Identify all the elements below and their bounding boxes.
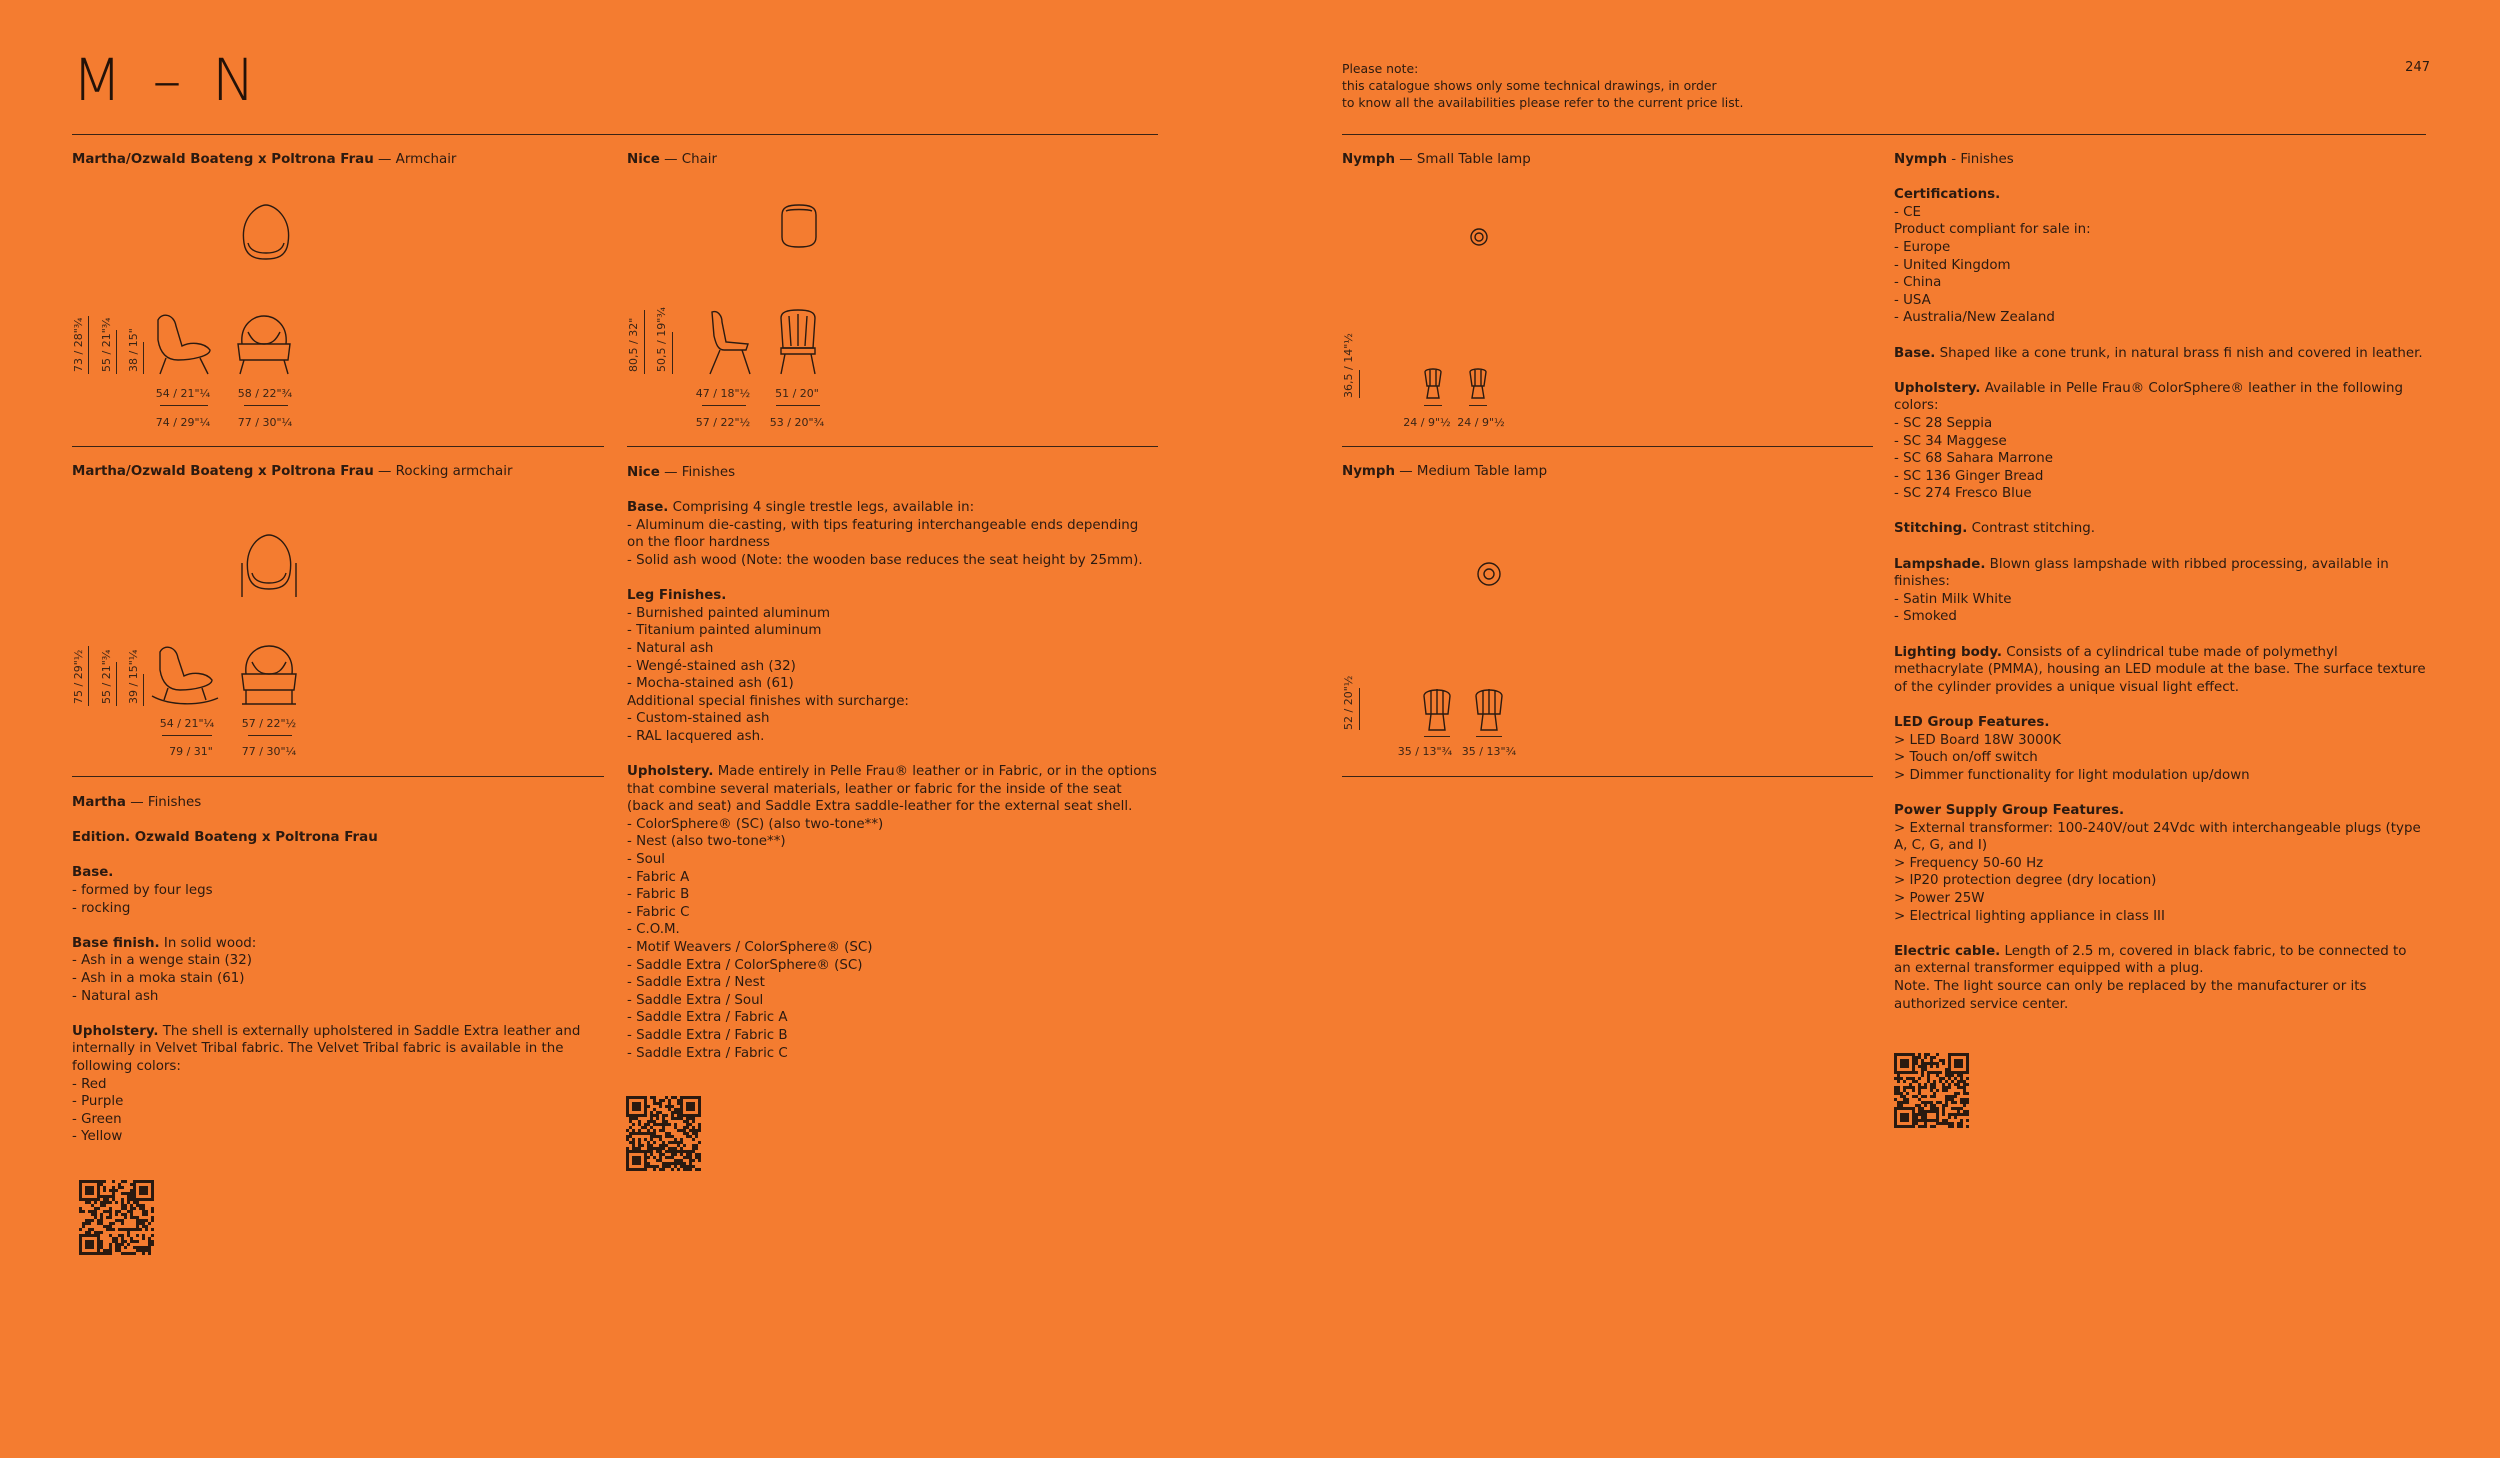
dim-line <box>776 405 820 406</box>
nice-chair-depth-total-dim: 57 / 22"½ <box>695 416 751 429</box>
nymph-medium-width-dim: 35 / 13"¾ <box>1397 745 1453 758</box>
nymph-medium-height-dim: 52 / 20"½ <box>1342 675 1355 730</box>
nymph-medium-top-view <box>1476 561 1502 587</box>
nymph-qr-code[interactable] <box>1894 1053 1969 1128</box>
martha-armchair-side-view <box>152 312 214 376</box>
leg-finishes-items: - Burnished painted aluminum - Titanium painted aluminum - Natural ash - Wengé-stained ash (32) - Mocha-stained ash (61) Additional special finishes with surcharge: - Custom-stained ash - RAL lacquered ash. <box>627 605 909 744</box>
certifications-label: Certifications. <box>1894 187 2001 203</box>
divider <box>627 446 1158 447</box>
nymph-small-height-dim: 36,5 / 14"½ <box>1342 333 1355 398</box>
martha-armchair-seat-dim: 55 / 21"¾ <box>100 317 113 372</box>
header-rule-right <box>1342 134 2426 135</box>
dim-line <box>143 342 144 374</box>
product-name: Nymph <box>1342 464 1396 479</box>
product-name: Martha/Ozwald Boateng x Poltrona Frau <box>72 464 374 479</box>
nymph-small-depth-dim: 24 / 9"½ <box>1457 416 1505 429</box>
product-type: — Medium Table lamp <box>1395 464 1548 479</box>
led-group-label: LED Group Features. <box>1894 715 2050 730</box>
martha-rocking-title <box>72 463 512 481</box>
nymph-small-side-view <box>1423 368 1443 400</box>
dim-line <box>244 405 288 406</box>
martha-rocking-top-view <box>238 533 300 599</box>
dim-line <box>88 646 89 706</box>
base-finish-items: - Ash in a wenge stain (32) - Ash in a moka stain (61) - Natural ash <box>72 953 252 1004</box>
base-text: Comprising 4 single trestle legs, available in: - Aluminum die-casting, with tips featuring interchangeable ends depending on the floor hardness - Solid ash wood (Note: the wooden base reduces the seat height by 25mm). <box>627 500 1143 568</box>
dim-line <box>1424 736 1450 737</box>
dim-line <box>143 674 144 706</box>
martha-finishes <box>72 794 592 1163</box>
nice-chair-depth-dim: 47 / 18"½ <box>695 387 751 400</box>
martha-rocking-arm-dim: 39 / 15"¼ <box>127 649 140 704</box>
nice-chair-side-view <box>704 308 754 376</box>
dim-line <box>702 405 746 406</box>
leg-finishes-label: Leg Finishes. <box>627 588 727 604</box>
martha-armchair-depth-total-dim: 74 / 29"¼ <box>155 416 211 429</box>
nymph-small-top-view <box>1469 227 1489 247</box>
stitching-text: Contrast stitching. <box>1967 521 2096 537</box>
dim-line <box>88 316 89 374</box>
dim-line <box>162 735 212 736</box>
edition-label: Edition. Ozwald Boateng x Poltrona Frau <box>72 830 378 846</box>
base-finish-label: Base finish. <box>72 935 160 951</box>
stitching-label: Stitching. <box>1894 521 1968 537</box>
dim-line <box>1359 370 1360 398</box>
finishes-type: - Finishes <box>1947 152 2014 167</box>
base-items: - formed by four legs - rocking <box>72 882 213 916</box>
nice-finishes <box>627 464 1157 1080</box>
dim-line <box>1469 405 1487 406</box>
nice-chair-width-total-dim: 53 / 20"¾ <box>769 416 825 429</box>
upholstery-text: Made entirely in Pelle Frau® leather or in Fabric, or in the options that combine several materials, leather or fabric for the inside of the seat (back and seat) and Saddle Extra saddle-leather for the external seat shell. - ColorSphere® (SC) (also two-tone**) - Nest (also two-tone**) - Soul - Fabric A - Fabric B - Fabric C - C.O.M. - Motif Weavers / ColorSphere® (SC) - Saddle Extra / ColorSphere® (SC) - Saddle Extra / Nest - Saddle Extra / Soul - Saddle Extra / Fabric A - Saddle Extra / Fabric B - Saddle Extra / Fabric C <box>627 764 1157 1061</box>
martha-rocking-width-total-dim: 77 / 30"¼ <box>241 745 297 758</box>
power-supply-label: Power Supply Group Features. <box>1894 802 2125 818</box>
dim-line <box>644 310 645 374</box>
finishes-name: Nice <box>627 465 660 480</box>
section-title: M – N <box>72 46 262 114</box>
dim-line <box>1424 405 1442 406</box>
martha-rocking-side-view <box>150 644 220 708</box>
upholstery-label: Upholstery. <box>627 764 714 780</box>
finishes-type: — Finishes <box>659 465 736 480</box>
divider <box>72 776 604 777</box>
dim-line <box>672 332 673 374</box>
nice-qr-code[interactable] <box>626 1096 701 1171</box>
upholstery-label: Upholstery. <box>72 1023 159 1039</box>
catalogue-note: Please note: this catalogue shows only some technical drawings, in order to know all the availabilities please refer to the current price list. <box>1342 61 1744 110</box>
finishes-name: Nymph <box>1894 152 1948 167</box>
base-label: Base. <box>1894 345 1936 361</box>
lampshade-label: Lampshade. <box>1894 556 1986 572</box>
nice-chair-title <box>627 151 717 169</box>
nymph-medium-side-view <box>1422 688 1452 732</box>
dim-line <box>116 330 117 374</box>
dim-line <box>248 735 292 736</box>
upholstery-items: - Red - Purple - Green - Yellow <box>72 1076 124 1145</box>
dim-line <box>160 405 208 406</box>
electric-cable-text: Length of 2.5 m, covered in black fabric, to be connected to an external transformer equipped with a plug. Note. The light source can only be replaced by the manufacturer or its authorized service center. <box>1894 943 2407 1012</box>
divider <box>72 446 604 447</box>
product-type: — Rocking armchair <box>373 464 513 479</box>
product-type: — Small Table lamp <box>1395 152 1531 167</box>
martha-rocking-depth-dim: 54 / 21"¼ <box>159 717 215 730</box>
martha-armchair-width-total-dim: 77 / 30"¼ <box>237 416 293 429</box>
nice-chair-height-dim: 80,5 / 32" <box>627 317 640 372</box>
martha-armchair-top-view <box>236 203 296 263</box>
finishes-name: Martha <box>72 795 126 810</box>
lighting-body-label: Lighting body. <box>1894 644 2002 660</box>
nymph-small-width-dim: 24 / 9"½ <box>1403 416 1451 429</box>
martha-armchair-arm-dim: 38 / 15" <box>127 328 140 372</box>
nymph-medium-title <box>1342 463 1547 481</box>
martha-armchair-front-view <box>234 314 294 376</box>
dim-line <box>1476 736 1502 737</box>
dim-line <box>116 662 117 706</box>
nice-chair-top-view <box>778 203 820 249</box>
martha-rocking-height-dim: 75 / 29"½ <box>72 649 85 704</box>
nice-chair-seat-dim: 50,5 / 19"¾ <box>655 307 668 372</box>
martha-armchair-depth-dim: 54 / 21"¼ <box>155 387 211 400</box>
nymph-medium-depth-dim: 35 / 13"¾ <box>1461 745 1517 758</box>
page-number: 247 <box>2405 60 2430 75</box>
certifications-items: - CE Product compliant for sale in: - Europe - United Kingdom - China - USA - Australia/New Zealand <box>1894 204 2091 326</box>
martha-rocking-width-dim: 57 / 22"½ <box>241 717 297 730</box>
lighting-body-text: Consists of a cylindrical tube made of polymethyl methacrylate (PMMA), housing an LED module at the base. The surface texture of the cylinder provides a unique visual light effect. <box>1894 644 2426 695</box>
nice-chair-front-view <box>775 308 821 376</box>
nymph-small-front-view <box>1468 368 1488 400</box>
header-rule-left <box>72 134 1158 135</box>
base-text: Shaped like a cone trunk, in natural brass fi nish and covered in leather. <box>1935 345 2423 361</box>
product-name: Martha/Ozwald Boateng x Poltrona Frau <box>72 152 374 167</box>
martha-rocking-seat-dim: 55 / 21"¾ <box>100 649 113 704</box>
nice-chair-width-dim: 51 / 20" <box>775 387 819 400</box>
base-label: Base. <box>627 500 669 516</box>
product-name: Nymph <box>1342 152 1396 167</box>
martha-armchair-height-dim: 73 / 28"¾ <box>72 317 85 372</box>
upholstery-text: Available in Pelle Frau® ColorSphere® leather in the following colors: - SC 28 Seppia - SC 34 Maggese - SC 68 Sahara Marrone - SC 136 Ginger Bread - SC 274 Fresco Blue <box>1894 380 2403 502</box>
divider <box>1342 776 1873 777</box>
martha-armchair-title <box>72 151 456 169</box>
nymph-small-title <box>1342 151 1531 169</box>
base-label: Base. <box>72 865 114 881</box>
dim-line <box>1359 688 1360 730</box>
product-type: — Chair <box>659 152 717 167</box>
product-type: — Armchair <box>373 152 457 167</box>
base-finish-text: In solid wood: <box>159 935 257 951</box>
martha-rocking-front-view <box>238 644 300 708</box>
power-supply-items: > External transformer: 100-240V/out 24Vdc with interchangeable plugs (type A, C, G, and I) > Frequency 50-60 Hz > IP20 protection degree (dry location) > Power 25W > Electrical lighting appliance in class III <box>1894 820 2421 924</box>
electric-cable-label: Electric cable. <box>1894 943 2001 959</box>
upholstery-label: Upholstery. <box>1894 380 1981 396</box>
martha-rocking-depth-total-dim: 79 / 31" <box>169 745 213 758</box>
product-name: Nice <box>627 152 660 167</box>
led-group-items: > LED Board 18W 3000K > Touch on/off switch > Dimmer functionality for light modulation up/down <box>1894 732 2250 783</box>
nymph-finishes <box>1894 151 2426 1031</box>
upholstery-text: The shell is externally upholstered in Saddle Extra leather and internally in Velvet Tribal fabric. The Velvet Tribal fabric is available in the following colors: <box>72 1023 581 1074</box>
finishes-type: — Finishes <box>125 795 202 810</box>
nymph-medium-front-view <box>1474 688 1504 732</box>
lampshade-text: Blown glass lampshade with ribbed processing, available in finishes: - Satin Milk White - Smoked <box>1894 556 2389 625</box>
divider <box>1342 446 1873 447</box>
martha-qr-code[interactable] <box>79 1180 154 1255</box>
martha-armchair-width-dim: 58 / 22"¾ <box>237 387 293 400</box>
